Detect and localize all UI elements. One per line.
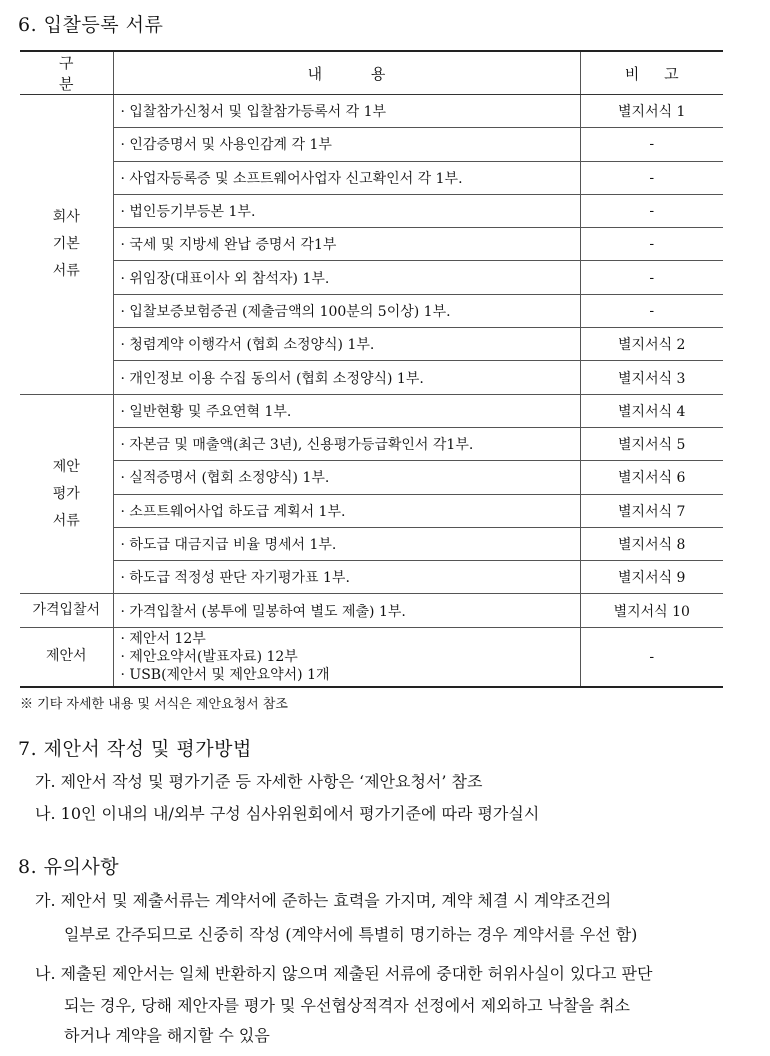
table-row [20,294,723,327]
section-6-title: 6. 입찰등록 서류 [18,14,164,36]
section-7-title: 7. 제안서 작성 및 평가방법 [18,738,252,760]
row-note: 별지서식 9 [580,561,723,594]
table-header-row [20,51,723,95]
list-item: 나. 제출된 제안서는 일체 반환하지 않으며 제출된 서류에 중대한 허위사실이 있다고 판단 [35,964,653,983]
row-note: - [580,128,723,161]
row-note: - [580,161,723,194]
row-content: · 자본금 및 매출액(최근 3년), 신용평가등급확인서 각1부. [113,427,580,460]
row-content: · 위임장(대표이사 외 참석자) 1부. [113,261,580,294]
row-content: · 인감증명서 및 사용인감계 각 1부 [113,128,580,161]
table-row [20,261,723,294]
row-note: 별지서식 6 [580,461,723,494]
row-note: 별지서식 10 [580,594,723,627]
row-note: 별지서식 2 [580,328,723,361]
row-note: - [580,228,723,261]
row-note: 별지서식 7 [580,494,723,527]
row-content: · 법인등기부등본 1부. [113,194,580,227]
row-note: - [580,294,723,327]
list-item: 가. 제안서 작성 및 평가기준 등 자세한 사항은 ‘제안요청서’ 참조 [35,772,483,791]
row-content: · 하도급 적정성 판단 자기평가표 1부. [113,561,580,594]
registration-documents-table [20,50,723,688]
row-content: · 입찰보증보험증권 (제출금액의 100분의 5이상) 1부. [113,294,580,327]
category-proposal: 제안서 [20,627,113,687]
table-row [20,427,723,460]
table-row [20,194,723,227]
row-note: 별지서식 5 [580,427,723,460]
list-item-continuation: 되는 경우, 당해 제안자를 평가 및 우선협상적격자 선정에서 제외하고 낙찰을 취소 [64,996,630,1015]
list-item-continuation: 일부로 간주되므로 신중히 작성 (계약서에 특별히 명기하는 경우 계약서를 우선 함) [64,925,638,944]
section-8-title: 8. 유의사항 [18,856,120,878]
table-row [20,228,723,261]
list-item: 나. 10인 이내의 내/외부 구성 심사위원회에서 평가기준에 따라 평가실시 [35,804,540,823]
row-note: - [580,627,723,687]
row-content-multiline: · 제안서 12부 · 제안요약서(발표자료) 12부 · USB(제안서 및 제안요약서) 1개 [113,627,580,687]
row-content: · 하도급 대금지급 비율 명세서 1부. [113,527,580,560]
row-content: · 실적증명서 (협회 소정양식) 1부. [113,461,580,494]
category-company-basic: 회사 기본 서류 [20,95,113,395]
category-proposal-eval: 제안 평가 서류 [20,394,113,594]
row-content: · 사업자등록증 및 소프트웨어사업자 신고확인서 각 1부. [113,161,580,194]
row-content: · 국세 및 지방세 완납 증명서 각1부 [113,228,580,261]
row-note: 별지서식 4 [580,394,723,427]
row-note: 별지서식 3 [580,361,723,394]
table-row [20,561,723,594]
row-note: 별지서식 1 [580,95,723,128]
table-row [20,394,723,427]
table-row [20,361,723,394]
table-row [20,161,723,194]
table-row [20,627,723,687]
row-note: 별지서식 8 [580,527,723,560]
table-row [20,95,723,128]
row-content: · 입찰참가신청서 및 입찰참가등록서 각 1부 [113,95,580,128]
list-item-continuation: 하거나 계약을 해지할 수 있음 [64,1026,270,1045]
table-row [20,527,723,560]
row-content: · 가격입찰서 (봉투에 밀봉하여 별도 제출) 1부. [113,594,580,627]
header-note: 비 고 [580,51,723,95]
row-content: · 개인정보 이용 수집 동의서 (협회 소정양식) 1부. [113,361,580,394]
row-content: · 청렴계약 이행각서 (협회 소정양식) 1부. [113,328,580,361]
row-note: - [580,261,723,294]
table-row [20,594,723,627]
category-price-bid: 가격입찰서 [20,594,113,627]
row-note: - [580,194,723,227]
table-row [20,494,723,527]
header-category: 구 분 [20,51,113,95]
table-row [20,328,723,361]
footnote: ※ 기타 자세한 내용 및 서식은 제안요청서 참조 [20,697,288,712]
table-row [20,461,723,494]
list-item: 가. 제안서 및 제출서류는 계약서에 준하는 효력을 가지며, 계약 체결 시 계약조건의 [35,891,612,910]
header-content: 내 용 [113,51,580,95]
row-content: · 일반현황 및 주요연혁 1부. [113,394,580,427]
table-row [20,128,723,161]
row-content: · 소프트웨어사업 하도급 계획서 1부. [113,494,580,527]
